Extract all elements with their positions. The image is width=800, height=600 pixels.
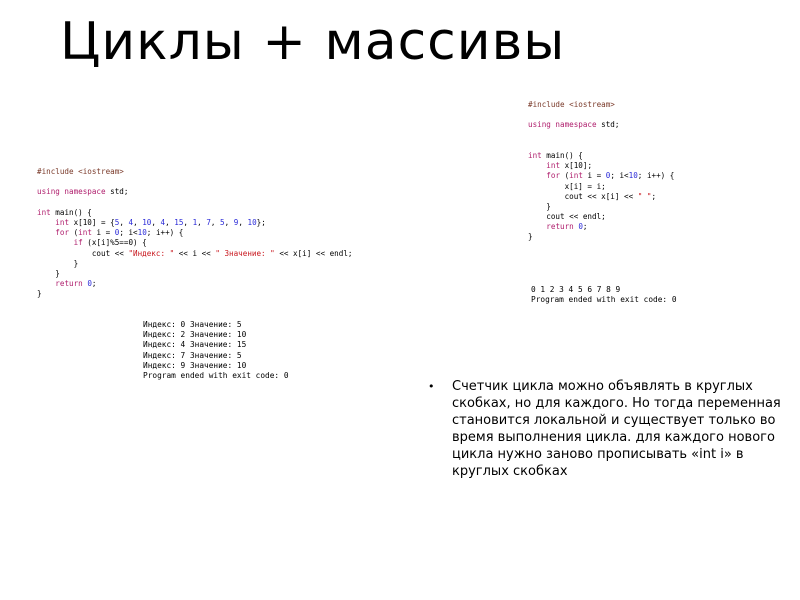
code-line xyxy=(37,249,352,259)
code-token: (x[i]%5==0) { xyxy=(87,238,147,248)
console-output-right xyxy=(531,285,677,305)
code-line xyxy=(37,218,352,228)
bullet-text: Счетчик цикла можно объявлять в круглых скобках, но для каждого. Но тогда переменная становится локальной и существует только во время выполнения цикла. для каждого нового цикла нужно заново прописывать «int i» в круглых скобках xyxy=(452,379,781,479)
code-token: , xyxy=(210,217,221,227)
code-token: 5 xyxy=(220,217,225,227)
code-line xyxy=(37,259,352,269)
code-token: ; xyxy=(651,191,657,201)
code-token: } xyxy=(37,289,42,299)
code-token: ( xyxy=(564,171,570,181)
output-line: Индекс: 2 Значение: 10 xyxy=(143,330,247,340)
code-token: , xyxy=(151,217,161,227)
code-token: , xyxy=(224,217,234,227)
code-token: << x[i] << endl; xyxy=(274,248,353,258)
code-token xyxy=(528,171,546,180)
code-token: for xyxy=(546,171,565,181)
code-line xyxy=(37,177,352,187)
code-token: } xyxy=(37,258,79,268)
code-token: main() { xyxy=(546,150,583,160)
code-token: } xyxy=(528,201,551,211)
output-line: Индекс: 9 Значение: 10 xyxy=(143,360,247,370)
code-token: , xyxy=(165,217,175,227)
code-token xyxy=(528,222,546,231)
code-token: x[i] = i; xyxy=(528,181,606,191)
code-token: , xyxy=(183,217,193,227)
code-token: ; i++) { xyxy=(637,171,675,181)
code-token: 4 xyxy=(128,217,134,227)
code-line xyxy=(528,232,674,242)
code-token: 10 xyxy=(247,217,257,227)
code-line xyxy=(528,212,674,222)
code-token: ; xyxy=(91,279,97,289)
code-token: int xyxy=(569,171,588,181)
code-token: cout << xyxy=(37,248,129,258)
code-token: if xyxy=(73,238,88,248)
code-token: for xyxy=(55,228,74,238)
code-token: cout << endl; xyxy=(528,212,606,222)
code-line xyxy=(37,228,352,238)
code-line xyxy=(528,131,674,141)
code-line xyxy=(528,222,674,232)
code-token: 10 xyxy=(137,228,147,238)
code-line xyxy=(37,238,352,248)
code-token: 10 xyxy=(142,217,152,227)
code-token: ; i< xyxy=(610,171,629,181)
code-block-right xyxy=(528,100,674,243)
output-line: Program ended with exit code: 0 xyxy=(143,370,289,380)
code-token: " " xyxy=(637,191,652,201)
code-token: ; xyxy=(582,222,588,232)
code-line xyxy=(528,171,674,181)
code-token: 0 xyxy=(114,228,120,238)
code-line xyxy=(37,208,352,218)
code-token: " Значение: " xyxy=(215,248,275,258)
code-line xyxy=(37,167,352,177)
output-line: 0 1 2 3 4 5 6 7 8 9 xyxy=(531,285,621,294)
code-token: 0 xyxy=(605,171,611,181)
code-token: 5 xyxy=(114,217,120,227)
code-line xyxy=(528,202,674,212)
code-token: 4 xyxy=(160,217,166,227)
code-token: , xyxy=(238,217,248,227)
bullet-marker: • xyxy=(428,380,435,393)
code-token: ; i< xyxy=(119,228,138,238)
code-token: x[10] = { xyxy=(73,217,115,227)
code-token: 10 xyxy=(628,171,638,181)
code-token: int xyxy=(37,207,56,217)
output-line: Индекс: 7 Значение: 5 xyxy=(143,350,242,360)
code-token: 1 xyxy=(192,217,198,227)
console-output-left xyxy=(143,320,289,381)
code-token: return xyxy=(55,279,88,289)
code-token: return xyxy=(546,222,579,232)
output-line: Program ended with exit code: 0 xyxy=(531,295,677,305)
output-line: Индекс: 0 Значение: 5 xyxy=(143,320,242,329)
code-token: ( xyxy=(73,228,79,238)
code-token xyxy=(37,238,74,247)
code-token xyxy=(37,218,55,227)
code-token: i = xyxy=(96,228,115,238)
slide-title: Циклы + массивы xyxy=(60,12,566,72)
code-token: int xyxy=(78,228,97,238)
code-token: std; xyxy=(601,120,620,130)
code-token: #include <iostream> xyxy=(37,167,124,176)
code-token: 0 xyxy=(578,222,583,232)
code-token: 0 xyxy=(87,279,92,289)
code-token: , xyxy=(119,217,129,227)
code-line xyxy=(528,182,674,192)
code-token: using namespace xyxy=(528,120,602,130)
code-token: 15 xyxy=(174,217,184,227)
code-token: 7 xyxy=(206,217,211,227)
code-token: } xyxy=(37,268,60,278)
code-token: i = xyxy=(587,171,606,181)
output-line: Индекс: 4 Значение: 15 xyxy=(143,340,247,350)
code-token xyxy=(37,228,55,237)
code-line xyxy=(37,289,352,299)
code-token: int xyxy=(528,150,547,160)
code-line xyxy=(37,187,352,197)
code-token: , xyxy=(197,217,207,227)
code-token xyxy=(528,161,546,170)
code-line xyxy=(528,120,674,130)
code-token: int xyxy=(546,161,565,171)
code-token: using namespace xyxy=(37,187,111,197)
code-line xyxy=(528,110,674,120)
code-token: x[10]; xyxy=(564,161,593,171)
code-line xyxy=(37,198,352,208)
code-token xyxy=(37,279,55,288)
code-token: } xyxy=(528,232,533,242)
code-line xyxy=(528,151,674,161)
code-line xyxy=(528,141,674,151)
code-token: main() { xyxy=(55,207,92,217)
code-token: , xyxy=(133,217,143,227)
code-line xyxy=(37,269,352,279)
code-line xyxy=(37,279,352,289)
code-token: #include <iostream> xyxy=(528,100,615,109)
code-token: int xyxy=(55,217,74,227)
code-token: ; i++) { xyxy=(146,228,184,238)
code-token: cout << x[i] << xyxy=(528,191,638,201)
code-token: std; xyxy=(110,187,129,197)
code-line xyxy=(528,192,674,202)
code-token: "Индекс: " xyxy=(128,248,175,258)
code-token: << i << xyxy=(174,248,216,258)
code-line xyxy=(528,161,674,171)
code-line xyxy=(528,100,674,110)
code-token: }; xyxy=(256,217,266,227)
code-block-left xyxy=(37,167,352,299)
code-token: 9 xyxy=(233,217,239,227)
